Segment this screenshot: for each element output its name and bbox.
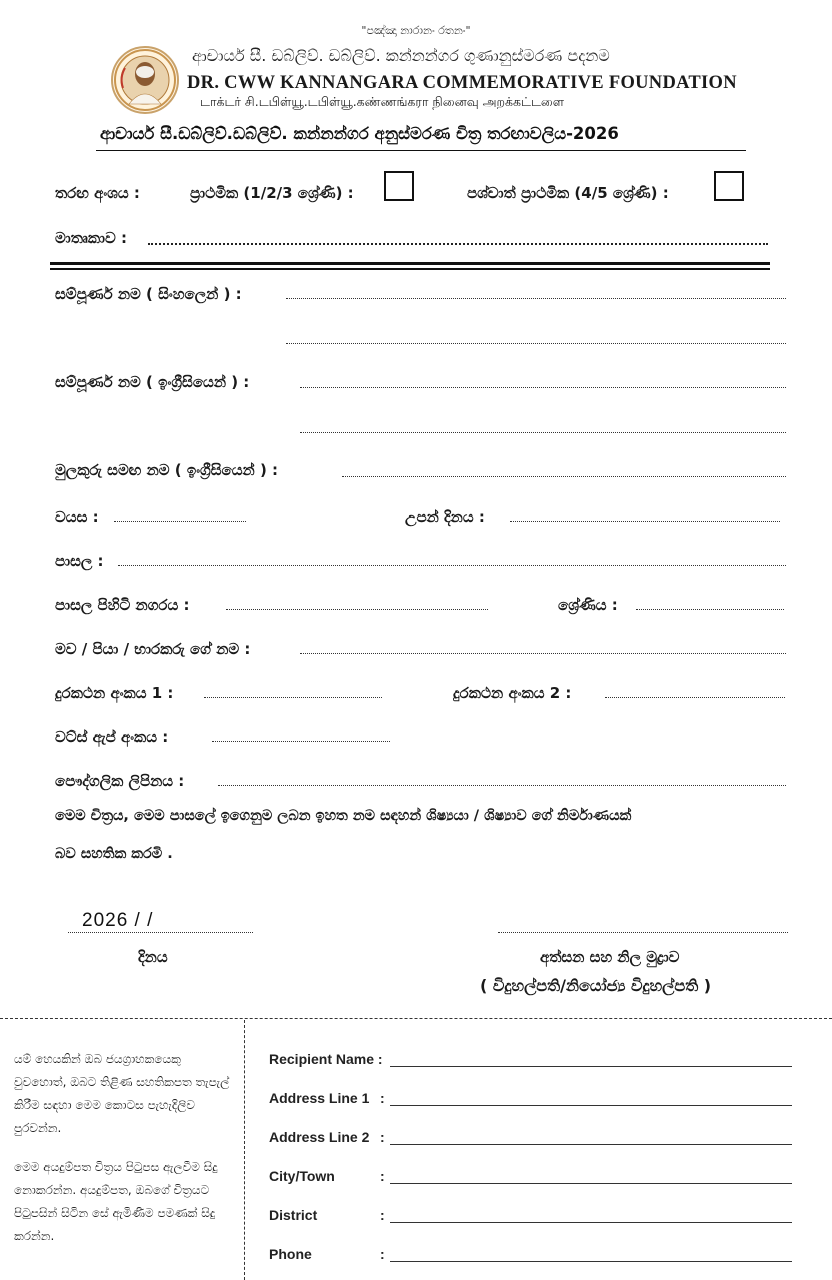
foundation-name-tamil: டாக்டர் சி.டபிள்யூ.டபிள்யூ.கண்ணங்கரா நினைவு அறக்கட்டளை — [200, 94, 565, 109]
district-field[interactable] — [390, 1222, 792, 1223]
section-divider — [50, 262, 770, 265]
signature-field[interactable] — [498, 932, 788, 933]
recipient-name-label: Recipient Name : — [269, 1051, 383, 1067]
school-town-label: පාසල පිහිටි නගරය : — [55, 596, 190, 614]
city-label: City/Town — [269, 1168, 335, 1184]
date-field[interactable] — [68, 932, 253, 933]
district-label: District — [269, 1207, 318, 1223]
phone2-label: දුරකථන අංකය 2 : — [453, 684, 572, 702]
age-label: වයස : — [55, 508, 99, 526]
foundation-name-sinhala: ආචාර්ය සී. ඩබ්ලිව්. ඩබ්ලිව්. කන්නන්ගර ගුණානුස්මරණ පදනම — [192, 46, 610, 65]
full-name-english-label: සම්පූර්ණ නම ( ඉංග්‍රීසියෙන් ) : — [55, 373, 250, 391]
form-title: ආචාර්ය සී.ඩබ්ලිව්.ඩබ්ලිව්. කන්නන්ගර අනුස්මරණ චිත්‍ර තරඟාවලිය-2026 — [100, 124, 619, 143]
signature-caption: අත්සන සහ නිල මුද්‍රාව — [540, 948, 680, 966]
city-colon: : — [380, 1168, 385, 1184]
address-line2-colon: : — [380, 1129, 385, 1145]
recipient-name-field[interactable] — [390, 1066, 792, 1067]
school-label: පාසල : — [55, 552, 104, 570]
phone1-label: දුරකථන අංකය 1 : — [55, 684, 174, 702]
category-label: තරඟ අංශය : — [55, 184, 140, 202]
whatsapp-field[interactable] — [212, 741, 390, 742]
full-name-english-field-2[interactable] — [300, 432, 786, 433]
post-primary-checkbox[interactable] — [714, 171, 744, 201]
address-line1-field[interactable] — [390, 1105, 792, 1106]
guardian-name-label: මව / පියා / භාරකරු ගේ නම : — [55, 640, 251, 658]
grade-label: ශ්‍රේණිය : — [558, 596, 618, 614]
name-with-initials-field[interactable] — [342, 476, 786, 477]
phone1-field[interactable] — [204, 697, 382, 698]
cut-line-vertical — [244, 1020, 245, 1280]
section-divider-thin — [50, 268, 770, 270]
phone-colon: : — [380, 1246, 385, 1262]
foundation-name-english: DR. CWW KANNANGARA COMMEMORATIVE FOUNDATION — [187, 73, 737, 93]
phone-field[interactable] — [390, 1261, 792, 1262]
declaration-line-1: මෙම චිත්‍රය, මෙම පාසලේ ඉගෙනුම ලබන ඉහත නම සඳහන් ශිෂ්‍යයා / ශිෂ්‍යාව ගේ නිර්මාණයක් — [55, 808, 632, 824]
slip-note-winner: යම් හෙයකින් ඔබ ජයග්‍රාහකයෙකු වුවහොත්, ඔබට තිළිණ සහතිකපත තැපැල් කිරීම සඳහා මෙම කොටස පැහැදිලිව පුරවන්න. — [14, 1052, 230, 1135]
phone-label: Phone — [269, 1246, 312, 1262]
age-field[interactable] — [114, 521, 246, 522]
whatsapp-label: වට්ස් ඇප් අංකය : — [55, 728, 169, 746]
primary-category-label: ප්‍රාථමික (1/2/3 ශ්‍රේණි) : — [190, 184, 354, 202]
cut-line — [0, 1018, 832, 1019]
date-value: 2026 / / — [82, 910, 154, 931]
address-field[interactable] — [218, 785, 786, 786]
district-colon: : — [380, 1207, 385, 1223]
school-field[interactable] — [118, 565, 786, 566]
signature-role: ( විදුහල්පති/නියෝජ්‍ය විදුහල්පති ) — [480, 976, 712, 995]
dob-label: උපන් දිනය : — [405, 508, 485, 526]
portrait-seal-icon — [111, 46, 179, 114]
motto: "පඤ්ඤා නාරානං රතනං" — [361, 24, 471, 37]
address-line2-field[interactable] — [390, 1144, 792, 1145]
slip-note-attach: මෙම අයදුම්පත චිත්‍රය පිටුපස ඇලවීම සිදු නොකරන්න. අයදුම්පත, ඔබගේ චිත්‍රයට පිටුපසින් සිටින සේ ඇමිණීම පමණක් සිදු කරන්න. — [14, 1160, 218, 1243]
school-town-field[interactable] — [226, 609, 488, 610]
city-field[interactable] — [390, 1183, 792, 1184]
full-name-sinhala-label: සම්පූර්ණ නම ( සිංහලෙන් ) : — [55, 285, 242, 303]
guardian-name-field[interactable] — [300, 653, 786, 654]
post-primary-category-label: පශ්චාත් ප්‍රාථමික (4/5 ශ්‍රේණි) : — [467, 184, 669, 202]
title-underline — [96, 150, 746, 151]
full-name-sinhala-field[interactable] — [286, 298, 786, 299]
name-with-initials-label: මුලකුරු සමඟ නම ( ඉංග්‍රීසියෙන් ) : — [55, 461, 279, 479]
address-label: පෞද්ගලික ලිපිනය : — [55, 772, 185, 790]
phone2-field[interactable] — [605, 697, 785, 698]
address-line1-label: Address Line 1 — [269, 1090, 370, 1106]
dob-field[interactable] — [510, 521, 780, 522]
grade-field[interactable] — [636, 609, 784, 610]
full-name-sinhala-field-2[interactable] — [286, 343, 786, 344]
declaration-line-2: බව සහතික කරමි . — [55, 846, 173, 862]
address-line2-label: Address Line 2 — [269, 1129, 370, 1145]
full-name-english-field[interactable] — [300, 387, 786, 388]
theme-field[interactable] — [148, 243, 768, 245]
theme-label: මාතෘකාව : — [55, 229, 127, 247]
primary-checkbox[interactable] — [384, 171, 414, 201]
address-line1-colon: : — [380, 1090, 385, 1106]
date-caption: දිනය — [138, 948, 168, 966]
